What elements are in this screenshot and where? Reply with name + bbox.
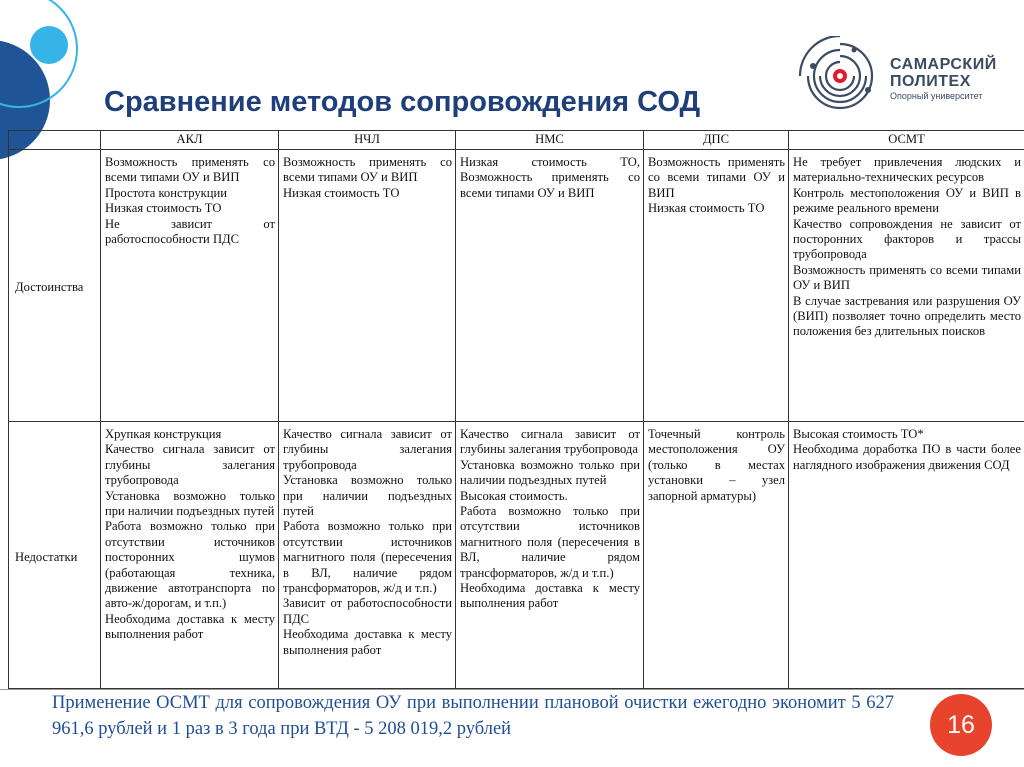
logo-name-line1: САМАРСКИЙ bbox=[890, 56, 997, 73]
cell-line: Низкая стоимость ТО bbox=[105, 201, 222, 216]
cell-line: Качество сопровождения не зависит от посторонних факторов и трассы трубопровода bbox=[793, 216, 1021, 262]
cell-advantages-nms bbox=[456, 150, 644, 422]
university-logo bbox=[792, 36, 1002, 116]
decor-circle-light bbox=[30, 26, 68, 64]
logo-name-line2: ПОЛИТЕХ bbox=[890, 73, 971, 90]
header-cell-akl: АКЛ bbox=[101, 131, 279, 150]
cell-line: Зависит от работоспособности ПДС bbox=[283, 596, 452, 626]
cell-line: Низкая стоимость ТО, Возможность применять со всеми типами ОУ и ВИП bbox=[460, 155, 640, 200]
cell-line: Работа возможно только при отсутствии источников посторонних шумов (работающая техника, движение автотранспорта по авто-ж/дорогам, и т.п.) bbox=[105, 519, 275, 611]
cell-line: Работа возможно только при отсутствии источников магнитного поля (пересечения в ВЛ, наличие рядом трансформаторов, ж/д и т.п.) bbox=[283, 519, 452, 596]
cell-line: Возможность применять со всеми типами ОУ и ВИП bbox=[105, 155, 275, 185]
comparison-table-wrap bbox=[8, 130, 1024, 689]
cell-advantages-akl bbox=[101, 150, 279, 422]
header-cell-osmt: ОСМТ bbox=[789, 131, 1024, 150]
cell-line: Высокая стоимость ТО* bbox=[793, 427, 924, 441]
table-row-disadvantages bbox=[9, 422, 1024, 689]
cell-line: Низкая стоимость ТО bbox=[648, 201, 765, 216]
footer-note: Применение ОСМТ для сопровождения ОУ при выполнении плановой очистки ежегодно экономит 5 627 961,6 рублей и 1 раз в 3 года при ВТД - 5 208 019,2 рублей bbox=[52, 693, 894, 739]
slide-title: Сравнение методов сопровождения СОД bbox=[104, 86, 701, 118]
cell-line: Необходима доставка к месту выполнения работ bbox=[105, 611, 275, 642]
cell-line: Возможность применять со всеми типами ОУ и ВИП bbox=[283, 155, 452, 185]
cell-advantages-nchl bbox=[279, 150, 456, 422]
cell-line: Установка возможно только при наличии подъездных путей bbox=[105, 488, 275, 519]
cell-disadvantages-osmt bbox=[789, 422, 1024, 689]
cell-line: Высокая стоимость. bbox=[460, 488, 568, 503]
cell-line: Установка возможно только при наличии подъездных путей bbox=[460, 457, 640, 488]
row-label-disadvantages: Недостатки bbox=[9, 422, 101, 689]
header-cell-dps: ДПС bbox=[644, 131, 789, 150]
cell-line: Контроль местоположения ОУ и ВИП в режиме реального времени bbox=[793, 185, 1021, 216]
cell-line: Точечный контроль местоположения ОУ (только в местах установки – узел запорной арматуры) bbox=[648, 427, 785, 503]
table-header-row bbox=[9, 131, 1024, 150]
cell-disadvantages-dps bbox=[644, 422, 789, 689]
cell-line: Качество сигнала зависит от глубины залегания трубопровода bbox=[283, 427, 452, 472]
cell-disadvantages-akl bbox=[101, 422, 279, 689]
header-cell-empty bbox=[9, 131, 101, 150]
cell-disadvantages-nchl bbox=[279, 422, 456, 689]
page-number-badge: 16 bbox=[930, 694, 992, 756]
cell-line: Качество сигнала зависит от глубины залегания трубопровода bbox=[105, 442, 275, 488]
comparison-table bbox=[8, 130, 1024, 689]
cell-line: Качество сигнала зависит от глубины залегания трубопровода bbox=[460, 427, 640, 457]
cell-line: Не зависит от работоспособности ПДС bbox=[105, 216, 275, 247]
cell-line: Необходима доработка ПО в части более наглядного изображения движения СОД bbox=[793, 442, 1021, 472]
cell-advantages-dps bbox=[644, 150, 789, 422]
cell-line: Простота конструкции bbox=[105, 185, 227, 200]
cell-line: Необходима доставка к месту выполнения работ bbox=[283, 627, 452, 657]
row-label-advantages: Достоинства bbox=[9, 150, 101, 422]
table-row-advantages bbox=[9, 150, 1024, 422]
cell-line: Установка возможно только при наличии подъездных путей bbox=[283, 473, 452, 519]
header-cell-nms: НМС bbox=[456, 131, 644, 150]
cell-line: Низкая стоимость ТО bbox=[283, 185, 400, 200]
header-cell-nchl: НЧЛ bbox=[279, 131, 456, 150]
logo-emblem-icon bbox=[792, 36, 888, 116]
cell-line: В случае застревания или разрушения ОУ (ВИП) позволяет точно определить место положения без длительных поисков bbox=[793, 293, 1021, 339]
cell-line: Хрупкая конструкция bbox=[105, 427, 222, 441]
cell-line: Возможность применять со всеми типами ОУ и ВИП bbox=[648, 155, 785, 200]
cell-line: Необходима доставка к месту выполнения работ bbox=[460, 581, 640, 611]
cell-line: Работа возможно только при отсутствии источников магнитного поля (пересечения в ВЛ, наличие рядом трансформаторов, ж/д и т.п.) bbox=[460, 504, 640, 580]
logo-subtitle: Опорный университет bbox=[890, 91, 983, 101]
cell-line: Не требует привлечения людских и материально-технических ресурсов bbox=[793, 155, 1021, 185]
cell-advantages-osmt bbox=[789, 150, 1024, 422]
cell-disadvantages-nms bbox=[456, 422, 644, 689]
cell-line: Возможность применять со всеми типами ОУ и ВИП bbox=[793, 262, 1021, 293]
